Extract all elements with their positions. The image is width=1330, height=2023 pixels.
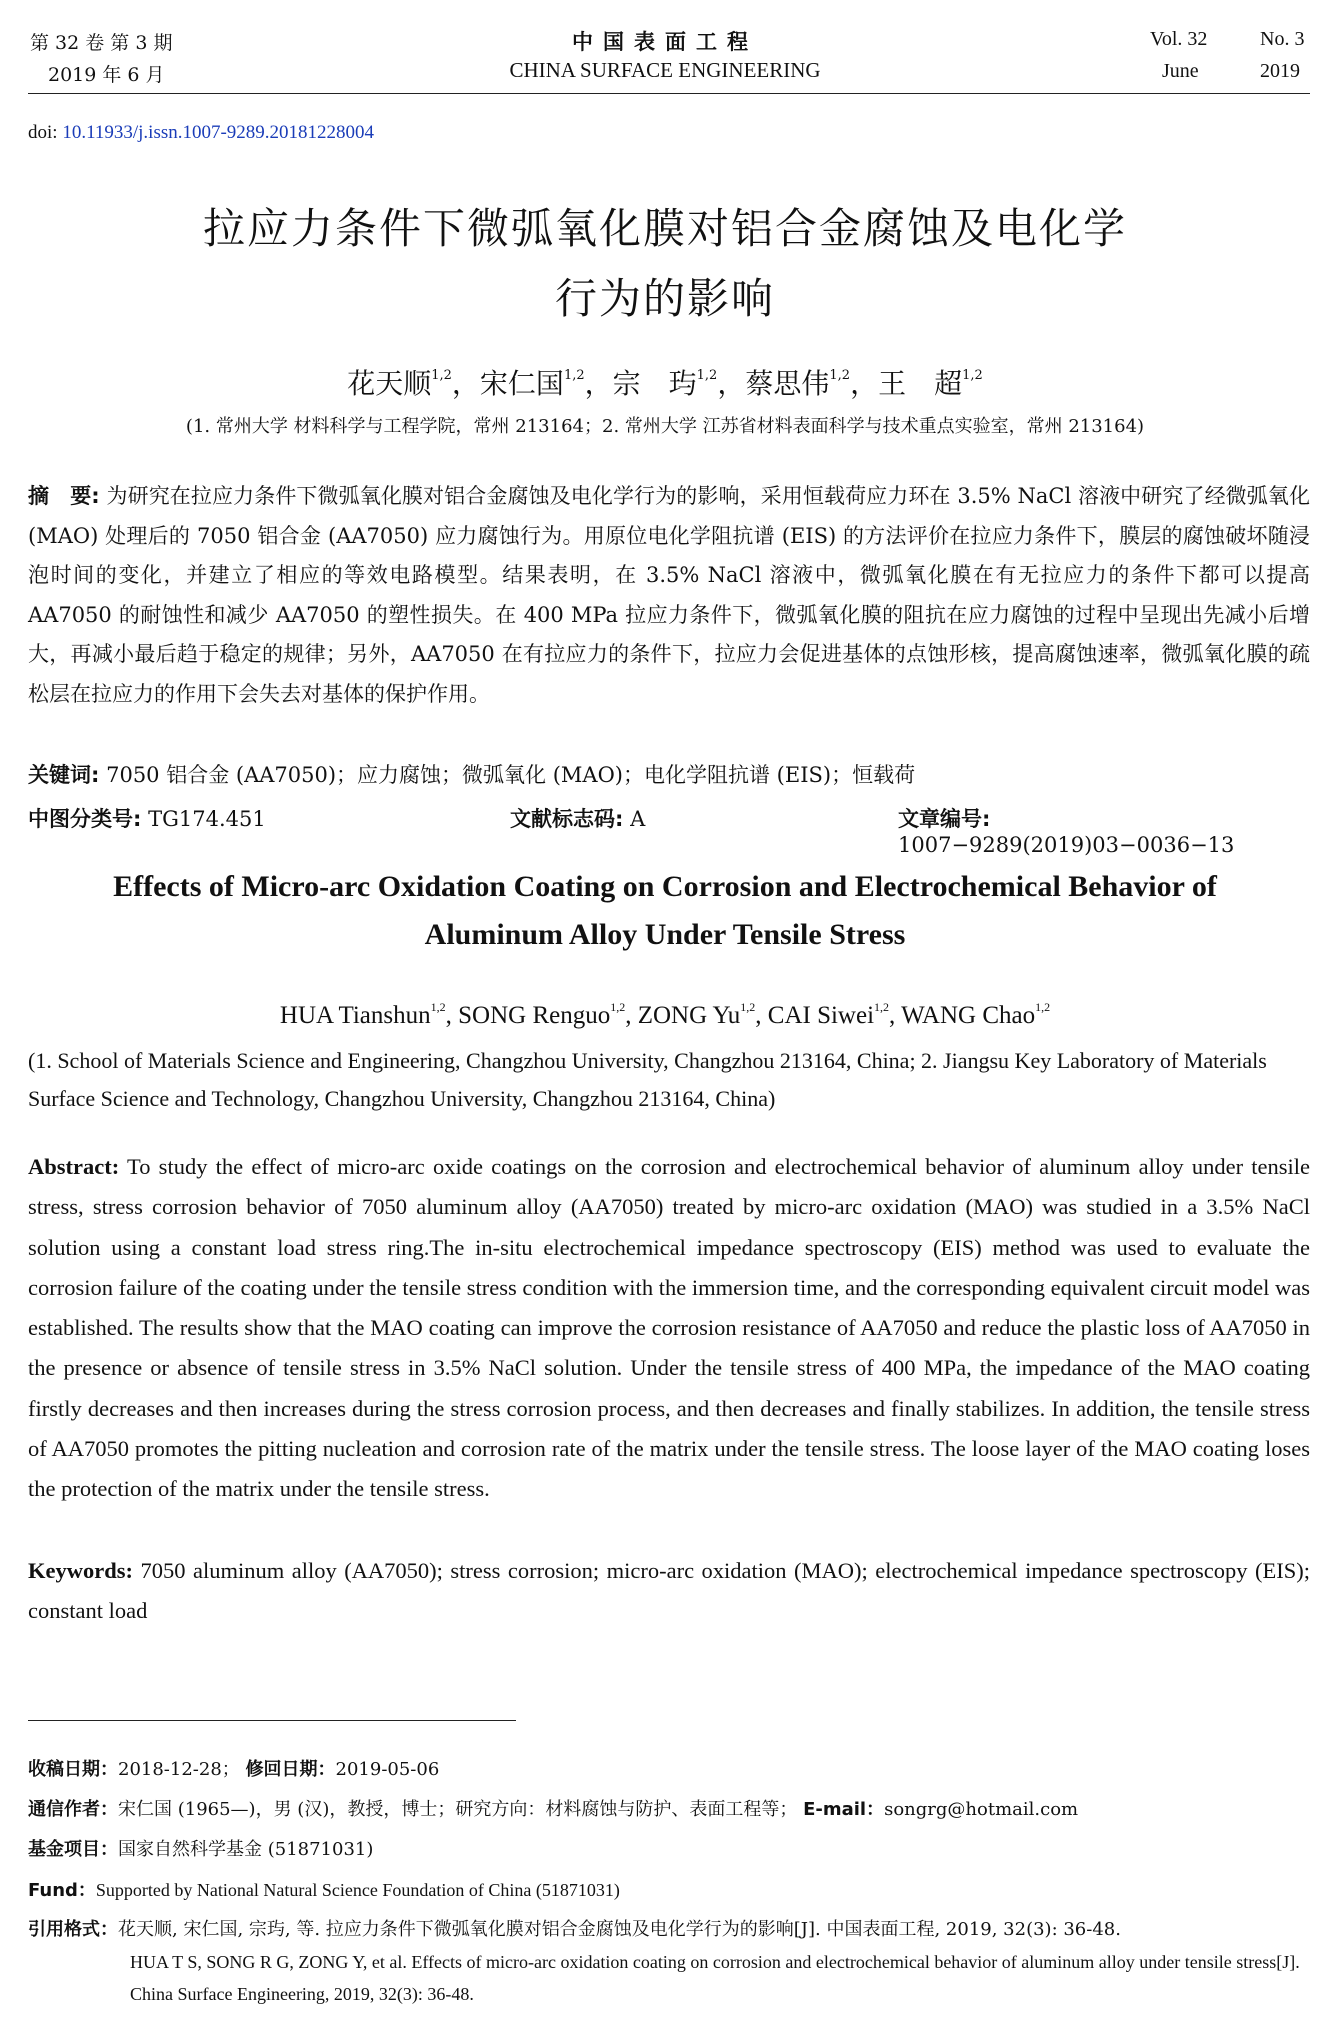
- abstract-text-cn: 为研究在拉应力条件下微弧氧化膜对铝合金腐蚀及电化学行为的影响，采用恒载荷应力环在 3.5% NaCl 溶液中研究了经微弧氧化 (MAO) 处理后的 7050 铝合金 (AA7050) 应力腐蚀行为。用原位电化学阻抗谱 (EIS) 的方法评价在拉应力条件下，膜层的腐蚀破坏随浸泡时间的变化，并建立了相应的等效电路模型。结果表明，在 3.5% NaCl 溶液中，微弧氧化膜在有无拉应力的条件下都可以提高 AA7050 的耐蚀性和减少 AA7050 的塑性损失。在 400 MPa 拉应力条件下，微弧氧化膜的阻抗在应力腐蚀的过程中呈现出先减小后增大，再减小最后趋于稳定的规律；另外，AA7050 在有拉应力的条件下，拉应力会促进基体的点蚀形核，提高腐蚀速率，微弧氧化膜的疏松层在拉应力的作用下会失去对基体的保护作用。: [28, 484, 1310, 706]
- author-name: 宋仁国: [479, 367, 564, 400]
- author-affil-sup: 1,2: [430, 1000, 446, 1014]
- doi-link[interactable]: 10.11933/j.issn.1007-9289.20181228004: [62, 122, 375, 143]
- title-cn-line1: 拉应力条件下微弧氧化膜对铝合金腐蚀及电化学: [202, 204, 1127, 253]
- author-name: 花天顺: [347, 367, 432, 400]
- author-separator: ,: [755, 1002, 768, 1029]
- article-number: [898, 803, 1282, 857]
- keywords-text-cn: 7050 铝合金 (AA7050)；应力腐蚀；微弧氧化 (MAO)；电化学阻抗谱 (EIS)；恒载荷: [106, 763, 916, 787]
- author-separator: ，: [584, 367, 613, 400]
- year-en: 2019: [1260, 60, 1300, 82]
- author-separator: ，: [850, 367, 879, 400]
- header-rule: [28, 93, 1310, 94]
- author-name: WANG Chao: [901, 1002, 1036, 1029]
- abstract-label-cn: 摘 要:: [28, 484, 100, 508]
- abstract-en: [28, 1147, 1310, 1510]
- document-code: [510, 803, 645, 833]
- author-separator: ，: [451, 367, 480, 400]
- author-name: HUA Tianshun: [279, 1002, 431, 1029]
- authors-en: [0, 1000, 1330, 1030]
- doi: [28, 122, 374, 144]
- footnote-dates: [28, 1752, 1310, 1788]
- author-affil-sup: 1,2: [874, 1000, 890, 1014]
- keywords-label-en: Keywords:: [28, 1558, 133, 1583]
- title-en-line1: Effects of Micro-arc Oxidation Coating on Corrosion and Electrochemical Behavior of: [113, 870, 1217, 903]
- doc-code-label: 文献标志码:: [510, 807, 624, 831]
- clc-label: 中图分类号:: [28, 807, 142, 831]
- title-cn-line2: 行为的影响: [554, 274, 775, 323]
- author-separator: ,: [445, 1002, 459, 1029]
- journal-title-en: CHINA SURFACE ENGINEERING: [509, 58, 821, 82]
- journal-title-cn: 中国表面工程: [572, 30, 758, 54]
- abstract-cn: [28, 477, 1310, 714]
- cite-cn-text: 花天顺, 宋仁国, 宗玙, 等. 拉应力条件下微弧氧化膜对铝合金腐蚀及电化学行为的影响[J]. 中国表面工程, 2019, 32(3): 36-48.: [118, 1919, 1121, 1940]
- author-affil-sup: 1,2: [829, 368, 851, 383]
- fund-en-text: Supported by National Natural Science Foundation of China (51871031): [95, 1880, 620, 1900]
- email-link[interactable]: songrg@hotmail.com: [884, 1799, 1079, 1820]
- author-affil-sup: 1,2: [431, 368, 452, 383]
- corr-text: 宋仁国 (1965—)，男 (汉)，教授，博士；研究方向：材料腐蚀与防护、表面工程等；: [118, 1799, 798, 1820]
- article-no-value: 1007−9289(2019)03−0036−13: [898, 833, 1235, 857]
- keywords-label-cn: 关键词:: [28, 763, 100, 787]
- author-affil-sup: 1,2: [962, 368, 983, 383]
- title-en-line2: Aluminum Alloy Under Tensile Stress: [424, 918, 906, 951]
- author-name: ZONG Yu: [637, 1002, 741, 1029]
- issue-en: No. 3: [1260, 28, 1305, 50]
- affiliation-en: (1. School of Materials Science and Engineering, Changzhou University, Changzhou 213164, China; 2. Jiangsu Key Laboratory of Materials Surface Science and Technology, Changzhou University, Changzhou 213164, China): [28, 1048, 1267, 1111]
- author-affil-sup: 1,2: [563, 368, 585, 383]
- month-en: June: [1162, 60, 1199, 82]
- authors-cn: [0, 362, 1330, 402]
- author-affil-sup: 1,2: [1035, 1000, 1051, 1014]
- author-name: 王 超: [878, 367, 963, 400]
- author-affil-sup: 1,2: [740, 1000, 756, 1014]
- footnote-fund-en: [28, 1872, 1310, 1909]
- author-name: 蔡思伟: [745, 367, 830, 400]
- abstract-text-en: To study the effect of micro-arc oxide coatings on the corrosion and electrochemical behavior of aluminum alloy under tensile stress, stress corrosion behavior of 7050 aluminum alloy (AA7050) treated by micro-arc oxidation (MAO) was studied in a 3.5% NaCl solution using a constant load stress ring.The in-situ electrochemical impedance spectroscopy (EIS) method was used to evaluate the corrosion failure of the coating under the tensile stress condition with the immersion time, and the corresponding equivalent circuit model was established. The results show that the MAO coating can improve the corrosion resistance of AA7050 and reduce the plastic loss of AA7050 in the presence or absence of tensile stress in 3.5% NaCl solution. Under the tensile stress of 400 MPa, the impedance of the MAO coating firstly decreases and then increases during the stress corrosion process, and then decreases and finally stabilizes. In addition, the tensile stress of AA7050 promotes the pitting nucleation and corrosion rate of the matrix under the tensile stress. The loose layer of the MAO coating loses the protection of the matrix under the tensile stress.: [28, 1154, 1311, 1502]
- received-label: 收稿日期：: [28, 1759, 118, 1780]
- article-no-label: 文章编号:: [898, 807, 991, 831]
- clc-number: [28, 803, 266, 833]
- keywords-cn: [28, 756, 1310, 796]
- doi-label: doi:: [28, 122, 63, 143]
- revised-date: 2019-05-06: [335, 1759, 440, 1780]
- author-name: SONG Renguo: [458, 1002, 611, 1029]
- author-name: CAI Siwei: [767, 1002, 875, 1029]
- footnote-citation-en: HUA T S, SONG R G, ZONG Y, et al. Effects of micro-arc oxidation coating on corrosion and electrochemical behavior of aluminum alloy under tensile stress[J]. China Surface Engineering, 2019, 32(3): 36-48.: [130, 1952, 1300, 2004]
- affiliation-cn: (1. 常州大学 材料科学与工程学院，常州 213164；2. 常州大学 江苏省材料表面科学与技术重点实验室，常州 213164): [185, 416, 1145, 437]
- fund-cn-label: 基金项目：: [28, 1839, 118, 1860]
- received-date: 2018-12-28；: [118, 1759, 240, 1780]
- keywords-en: [28, 1551, 1310, 1632]
- clc-value: TG174.451: [148, 807, 266, 831]
- footnote-fund-cn: [28, 1832, 1310, 1868]
- author-separator: ,: [625, 1002, 638, 1029]
- fund-cn-text: 国家自然科学基金 (51871031): [118, 1839, 374, 1860]
- date-cn: 2019 年 6 月: [48, 64, 165, 86]
- volume-issue-cn: 第 32 卷 第 3 期: [30, 32, 173, 54]
- footnote-rule: [28, 1720, 516, 1721]
- corr-label: 通信作者：: [28, 1799, 118, 1820]
- author-affil-sup: 1,2: [610, 1000, 626, 1014]
- keywords-text-en: 7050 aluminum alloy (AA7050); stress corrosion; micro-arc oxidation (MAO); electrochemical impedance spectroscopy (EIS); constant load: [28, 1558, 1311, 1624]
- fund-en-label: Fund：: [28, 1880, 96, 1901]
- email-label: E-mail：: [803, 1799, 885, 1820]
- cite-label: 引用格式：: [28, 1919, 118, 1940]
- footnote-corresponding: [28, 1792, 1310, 1828]
- volume-en: Vol. 32: [1150, 28, 1208, 50]
- author-name: 宗 玙: [612, 367, 697, 400]
- classification-row: [0, 803, 1282, 857]
- author-separator: ,: [889, 1002, 902, 1029]
- abstract-label-en: Abstract:: [28, 1154, 120, 1179]
- doc-code-value: A: [630, 807, 646, 831]
- author-affil-sup: 1,2: [696, 368, 718, 383]
- revised-label: 修回日期：: [245, 1759, 336, 1780]
- author-separator: ，: [717, 367, 746, 400]
- footnote-citation-cn: [28, 1912, 1310, 1948]
